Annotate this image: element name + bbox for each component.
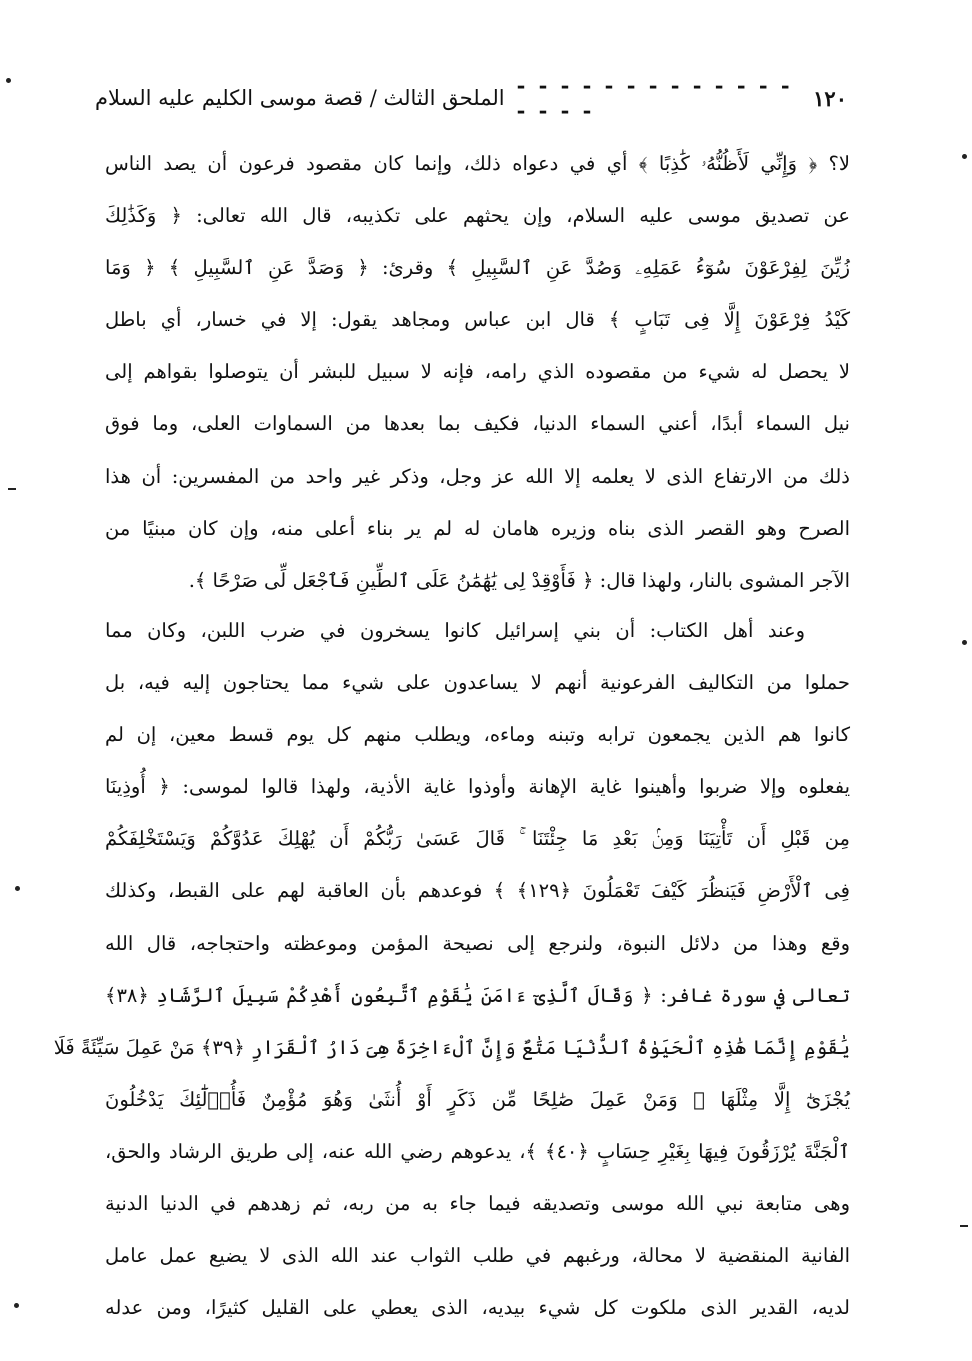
text-line: كانوا هم الذين يجمعون ترابه وتبنه وماءه، ويطلب منهم كل يوم قسط معين، إن لم bbox=[105, 723, 850, 747]
text-line: لا؟ ﴿ وَإِنِّي لَأَظُنُّهُۥ كَٰذِبًا ﴾ أي في دعواه ذلك، وإنما كان مقصود فرعون أن يصد الناس bbox=[105, 152, 850, 175]
running-title: الملحق الثالث / قصة موسى الكليم عليه السلام bbox=[95, 86, 505, 110]
page-header bbox=[95, 73, 847, 123]
text-line: عن تصديق موسى عليه السلام، وإن يحثهم على تكذيبه، قال الله تعالى: ﴿ وَكَذَٰلِكَ bbox=[105, 204, 850, 228]
text-line: ذلك من الارتفاع الذى لا يعلمه إلا الله عز وجل، وذكر غير واحد من المفسرين: أن هذا bbox=[105, 464, 850, 488]
scan-speck bbox=[8, 488, 16, 490]
scan-speck bbox=[962, 640, 967, 645]
text-line: الآجر المشوى بالنار، ولهذا قال: ﴿ فَأَوْقِدْ لِى يَٰهَٰمَٰنُ عَلَى ٱلطِّينِ فَٱجْعَل لِّى صَرْحًا ﴾. bbox=[188, 568, 850, 592]
text-line: يفعلوه وإلا ضربوا وأهينوا غاية الإهانة وأوذوا غاية الأذية، ولهذا قالوا لموسى: ﴿ أُوذِينَا bbox=[105, 775, 850, 799]
text-line: زُيِّنَ لِفِرْعَوْنَ سُوٓءُ عَمَلِهِۦ وَصُدَّ عَنِ ٱلسَّبِيلِ ﴾ وقرئ: ﴿ وَصَدَّ عَنِ ٱلسَّبِيلِ ﴾ ﴿ وَمَا bbox=[105, 256, 850, 280]
paragraph-2 bbox=[53, 605, 850, 1334]
text-line: لديه، القدير الذى ملكوت كل شيء بيديه، الذى يعطي على القليل كثيرًا، ومن عدله bbox=[105, 1296, 850, 1320]
text-line: الصرح وهو القصر الذى بناه وزيره هامان له لم ير بناء أعلى منه، وإن كان مبنيًا من bbox=[105, 516, 850, 540]
text-line: حملوا من التكاليف الفرعونية أنهم لا يساعدون على شيء مما يحتاجون إليه فيه، بل bbox=[105, 671, 850, 695]
text-line: يَٰقَوْمِ إِنَّمَا هَٰذِهِ ٱلْحَيَوٰةُ ٱلدُّنْيَا مَتَٰعٌ وَإِنَّ ٱلْءَاخِرَةَ هِىَ دَارُ ٱلْقَرَارِ ﴿٣٩﴾ مَنْ عَمِلَ سَيِّئَةً فَلَا bbox=[53, 1035, 850, 1059]
scan-speck bbox=[960, 1225, 968, 1227]
scan-speck bbox=[962, 154, 967, 159]
text-line: فِى ٱلْأَرْضِ فَيَنظُرَ كَيْفَ تَعْمَلُونَ ﴿١٢٩﴾ ﴾ فوعدهم بأن العاقبة لهم على القبط، وكذلك bbox=[105, 879, 850, 903]
text-line: مِن قَبْلِ أَن تَأْتِيَنَا وَمِنۢ بَعْدِ مَا جِئْتَنَا ۚ قَالَ عَسَىٰ رَبُّكُمْ أَن يُهْلِكَ عَدُوَّكُمْ وَيَسْتَخْلِفَكُمْ bbox=[105, 827, 850, 851]
text-line: وعند أهل الكتاب: أن بني إسرائيل كانوا يسخرون في ضرب اللبن، وكان مما bbox=[105, 619, 805, 642]
text-line: ٱلْجَنَّةَ يُرْزَقُونَ فِيهَا بِغَيْرِ حِسَابٍ ﴿٤٠﴾ ﴾، يدعوهم رضي الله عنه، إلى طريق الرشاد والحق، bbox=[105, 1139, 850, 1163]
paragraph-1 bbox=[105, 138, 850, 607]
text-line: نيل السماء أبدًا، أعني السماء الدنيا، فكيف بما بعدها من السماوات العلى، وما فوق bbox=[105, 412, 850, 436]
header-dashes: - - - - - - - - - - - - - - - - - bbox=[516, 73, 793, 123]
text-line: الفانية المنقضية لا محالة، ورغبهم في طلب الثواب عند الله الذى لا يضيع عمل عامل bbox=[105, 1244, 850, 1268]
scan-speck bbox=[15, 886, 20, 891]
page-number: ١٢٠ bbox=[813, 85, 847, 111]
text-line: وقع وهذا من دلائل النبوة، ولنرجع إلى نصيحة المؤمن وموعظته واحتجاجه، قال الله bbox=[105, 931, 850, 955]
text-line: وهى متابعة نبي الله موسى وتصديقه فيما جاء به من ربه، ثم زهدهم في الدنيا الدنية bbox=[105, 1192, 850, 1216]
scan-speck bbox=[6, 78, 11, 83]
text-line: يُجْزَىٰٓ إِلَّا مِثْلَهَا ۖ وَمَنْ عَمِلَ صَٰلِحًا مِّن ذَكَرٍ أَوْ أُنثَىٰ وَهُوَ مُؤْمِنٌ فَأُو۟لَٰٓئِكَ يَدْخُلُونَ bbox=[105, 1087, 850, 1111]
text-line: لا يحصل له شيء من مقصوده الذي رامه، فإنه لا سبيل للبشر أن يتوصلوا بقواهم إلى bbox=[105, 360, 850, 384]
text-line: تعالى في سورة غافر: ﴿ وَقَالَ ٱلَّذِىٓ ءَامَنَ يَٰقَوْمِ ٱتَّبِعُونِ أَهْدِكُمْ سَبِيلَ ٱلرَّشَادِ ﴿٣٨﴾ bbox=[105, 983, 850, 1007]
scan-speck bbox=[14, 1303, 19, 1308]
text-line: كَيْدُ فِرْعَوْنَ إِلَّا فِى تَبَابٍ ﴾ قال ابن عباس ومجاهد يقول: إلا في خسار، أي باطل bbox=[105, 308, 850, 332]
